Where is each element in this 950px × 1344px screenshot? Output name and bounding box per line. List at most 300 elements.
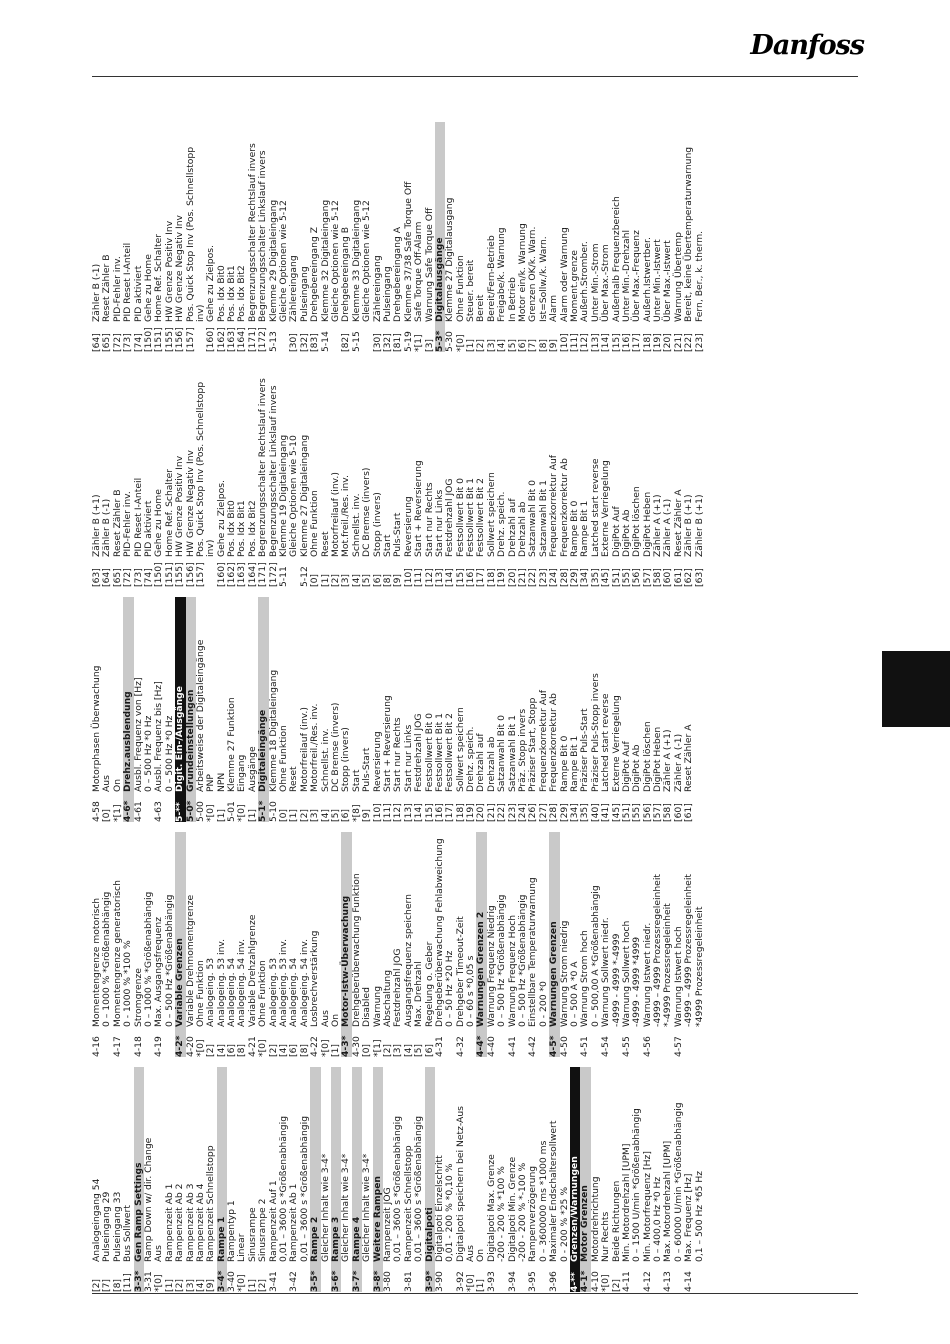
parameter-value: Max. Motordrehzahl [UPM] xyxy=(662,1140,674,1262)
parameter-key: [5] xyxy=(329,808,341,822)
parameter-key: [82] xyxy=(340,333,352,352)
parameter-value: Start xyxy=(350,769,362,792)
parameter-key: 5-15 xyxy=(350,331,362,352)
parameter-value: 0 – 50 Hz *20 Hz xyxy=(444,950,456,1027)
parameter-value: Safe Torque Off-Alarm xyxy=(413,221,425,322)
parameter-key: 4-5* xyxy=(548,1035,560,1057)
parameter-key: 3-93 xyxy=(485,1271,497,1292)
parameter-value: Sinusrampe xyxy=(246,1207,258,1262)
parameter-value: Maximaler Endschaltersollwert xyxy=(548,1120,560,1262)
parameter-value: Analogeing. 54 inv. xyxy=(298,938,310,1027)
parameter-value: Frequenzkorrektur Ab xyxy=(558,458,570,557)
parameter-value: Motor-Istw-Überwachung xyxy=(340,895,352,1027)
parameter-key: [6] xyxy=(517,338,529,352)
parameter-key: 4-2* xyxy=(174,1035,186,1057)
parameter-value: Stromgrenze xyxy=(132,968,144,1027)
parameter-value: Warnung Istwert niedr. xyxy=(641,922,653,1027)
parameter-key: [0] xyxy=(101,808,113,822)
parameter-value: PID aktiviert xyxy=(142,500,154,557)
parameter-key: [6] xyxy=(288,1043,300,1057)
parameter-row xyxy=(601,122,611,352)
parameter-value: Reversierung xyxy=(402,496,414,557)
parameter-value: Max. Frequenz [Hz] xyxy=(683,1173,695,1262)
parameter-value: DC Bremse (invers) xyxy=(361,467,373,557)
parameter-key: 5-14 xyxy=(319,331,331,352)
parameter-value: Klemme 19 Digitaleingang xyxy=(278,434,290,557)
parameter-value: 0 – 400,0 Hz *0 Hz xyxy=(652,1176,664,1262)
parameter-key: [14] xyxy=(444,568,456,587)
parameter-key: [0] xyxy=(361,1043,373,1057)
parameter-value: Max. Ausgangsfrequenz xyxy=(153,916,165,1027)
parameter-key: [15] xyxy=(610,333,622,352)
parameter-key: 4-19 xyxy=(153,1036,165,1057)
parameter-value: Gehe zu Zielpos. xyxy=(205,245,217,322)
parameter-value: Zähler B (+1) xyxy=(693,494,705,557)
parameter-value: Schnellst. inv. xyxy=(319,728,331,792)
parameter-value: Digitalpoti Min. Grenze xyxy=(506,1156,518,1262)
parameter-value: Start + Reversierung xyxy=(381,695,393,792)
parameter-key: [12] xyxy=(579,333,591,352)
parameter-value: Beide Richtungen xyxy=(610,1180,622,1262)
parameter-key: [22] xyxy=(527,568,539,587)
parameter-key: [156] xyxy=(184,562,196,587)
parameter-value: Begrenzungsschalter Linkslauf invers xyxy=(257,150,269,322)
parameter-value: Rampe 1 xyxy=(215,1216,227,1262)
parameter-value: Begrenzungsschalter Linkslauf invers xyxy=(267,385,279,557)
parameter-key: [5] xyxy=(413,1043,425,1057)
parameter-value: Außerh.Istwertber. xyxy=(641,237,653,322)
parameter-key: [18] xyxy=(485,568,497,587)
parameter-key: [157] xyxy=(194,562,206,587)
parameter-value: Reset Zähler A xyxy=(672,489,684,557)
parameter-value: Ramp Down w/ dir. Change xyxy=(142,1137,154,1262)
parameter-key: 4-18 xyxy=(132,1036,144,1057)
parameter-value: Start xyxy=(381,534,393,557)
parameter-key: [11] xyxy=(122,1273,134,1292)
parameter-row xyxy=(601,362,611,587)
parameter-key: [15] xyxy=(454,568,466,587)
parameter-key: [32] xyxy=(381,333,393,352)
parameter-value: Puls-Start xyxy=(361,747,373,792)
parameter-key: 5-11 xyxy=(278,566,290,587)
parameter-key: *[1] xyxy=(413,334,425,352)
parameter-key: [164] xyxy=(246,562,258,587)
parameter-row xyxy=(362,362,372,587)
parameter-key: [162] xyxy=(215,327,227,352)
parameter-key: [60] xyxy=(662,568,674,587)
parameter-value: Satzanwahl Bit 0 xyxy=(527,479,539,557)
parameter-value: Zähler B (-1) xyxy=(91,263,102,322)
parameter-key: [18] xyxy=(641,333,653,352)
parameter-key: [1] xyxy=(246,1278,258,1292)
parameter-key: 5-19 xyxy=(402,331,414,352)
parameter-value: Festsollwert Bit 2 xyxy=(475,477,487,557)
parameter-key: *[0] xyxy=(194,1039,206,1057)
parameter-value: Pulseingang 29 xyxy=(101,1191,113,1262)
parameter-column-1 xyxy=(92,1067,858,1292)
parameter-key: [11] xyxy=(381,803,393,822)
parameter-value: -4999 – 4999 Prozessregeleinheit xyxy=(652,874,664,1027)
parameter-value: *-4999 Prozessregeleinheit xyxy=(662,903,674,1027)
parameter-key: [41] xyxy=(600,803,612,822)
parameter-key: [22] xyxy=(683,333,695,352)
parameter-value: Drehz. speich. xyxy=(465,726,477,792)
parameter-value: Frequenzkorrektur Auf xyxy=(548,454,560,557)
parameter-value: Pulseingang xyxy=(298,266,310,322)
parameter-key: [0] xyxy=(278,808,290,822)
parameter-key: [4] xyxy=(402,1043,414,1057)
parameter-value: 0 - 200 % *25 % xyxy=(558,1186,570,1262)
parameter-value: Digitalpoti xyxy=(423,1207,435,1262)
parameter-key: 3-41 xyxy=(267,1271,279,1292)
parameter-key: [63] xyxy=(693,568,705,587)
parameter-key: [2] xyxy=(174,1278,186,1292)
parameter-value: Sollwert speichern xyxy=(454,707,466,792)
parameter-row xyxy=(362,122,372,352)
parameter-key: [21] xyxy=(672,333,684,352)
parameter-value: Rampenzeit Schnellstopp xyxy=(205,1145,217,1262)
parameter-row xyxy=(362,597,372,822)
parameter-key: [172] xyxy=(267,562,279,587)
parameter-key: 3-92 xyxy=(454,1271,466,1292)
parameter-key: *[0] xyxy=(465,1274,477,1292)
parameter-key: [12] xyxy=(423,568,435,587)
parameter-value: HW Grenze Negativ Inv xyxy=(174,215,186,322)
parameter-key: [23] xyxy=(693,333,705,352)
parameter-key: [1] xyxy=(465,338,477,352)
parameter-key: [55] xyxy=(631,803,643,822)
parameter-value: Unter Min.-Istwert xyxy=(652,239,664,322)
parameter-key: [45] xyxy=(600,568,612,587)
parameter-value: Ohne Funktion xyxy=(309,490,321,557)
parameter-key xyxy=(684,1027,694,1057)
parameter-key: 4-50 xyxy=(558,1036,570,1057)
parameter-value: HW Grenze Negativ Inv xyxy=(184,450,196,557)
parameter-value: PID-Fehler inv. xyxy=(111,256,123,322)
parameter-value: Warnung Frequenz Niedrig xyxy=(485,905,497,1027)
parameter-key: [24] xyxy=(517,803,529,822)
parameter-key: 3-95 xyxy=(527,1271,539,1292)
parameter-key: [51] xyxy=(610,568,622,587)
parameter-key: [172] xyxy=(257,327,269,352)
parameter-value: Begrenzungsschalter Rechtslauf invers xyxy=(257,378,269,557)
parameter-value: Pulseingang 33 xyxy=(111,1191,123,1262)
parameter-value: Drehgeberüberwachung Funktion xyxy=(350,873,362,1027)
parameter-key: [11] xyxy=(413,568,425,587)
parameter-key: 3-96 xyxy=(548,1271,560,1292)
parameter-value: Rampenzeit Auf 1 xyxy=(267,1180,279,1262)
parameter-value: DigiPot löschen xyxy=(641,721,653,792)
parameter-value: Klemme 32 Digitaleingang xyxy=(319,199,331,322)
parameter-value: Ohne Funktion xyxy=(194,960,206,1027)
parameter-value: Analogeing. 53 xyxy=(267,957,279,1027)
parameter-value: Zählereingang xyxy=(371,255,383,322)
parameter-key: [64] xyxy=(101,568,113,587)
parameter-value: Rampe 3 xyxy=(329,1216,341,1262)
parameter-key: [22] xyxy=(496,803,508,822)
parameter-value: Alarm oder Warnung xyxy=(558,227,570,322)
parameter-key: 3-80 xyxy=(381,1271,393,1292)
parameter-value: Gen Ramp Settings xyxy=(132,1162,144,1262)
parameter-value: Klemme 33 Digitaleingang xyxy=(350,199,362,322)
parameter-value: DigiPot Ab xyxy=(631,744,643,792)
parameter-value: Zähler A (+1) xyxy=(652,494,664,557)
parameter-key: [7] xyxy=(527,338,539,352)
parameter-value: 0,01 – 3600 s *Größenabhängig xyxy=(413,1115,425,1262)
parameter-value: Drehgebereingang B xyxy=(340,226,352,322)
parameter-value: Digitaleingänge xyxy=(257,709,269,792)
parameter-key: [171] xyxy=(257,562,269,587)
parameter-value: Klemme 27 Digitalausgang xyxy=(444,197,456,322)
parameter-key: [60] xyxy=(672,803,684,822)
parameter-key: [2] xyxy=(610,1278,622,1292)
parameter-value: Latched start reverse xyxy=(600,693,612,792)
parameter-value: Sinusrampe 2 xyxy=(257,1198,269,1262)
section-heading-row xyxy=(123,597,133,822)
parameter-key: [13] xyxy=(402,803,414,822)
parameter-key: 4-13 xyxy=(662,1271,674,1292)
parameter-value: Unter Min.-Drehzahl xyxy=(620,230,632,322)
parameter-key: 3-42 xyxy=(288,1271,300,1292)
parameter-key: *[0] xyxy=(236,804,248,822)
parameter-value: 0,01 – 3600 s *Größenabhängig xyxy=(392,1115,404,1262)
parameter-row xyxy=(175,1067,185,1292)
parameter-row xyxy=(414,1067,424,1292)
parameter-value: Drehzahl auf xyxy=(475,733,487,792)
parameter-key: 4-32 xyxy=(454,1036,466,1057)
parameter-key: 5-30 xyxy=(444,331,456,352)
parameter-value: 0 – 500 A *0 A xyxy=(568,961,580,1027)
parameter-value: Min. Motorfrequenz [Hz] xyxy=(641,1151,653,1262)
parameter-key: [11] xyxy=(568,333,580,352)
parameter-value: Gleiche Optionen wie 5-12 xyxy=(329,200,341,322)
parameter-key: [63] xyxy=(91,568,102,587)
parameter-row xyxy=(695,832,705,1057)
parameter-value: Motor Grenzen xyxy=(579,1185,591,1262)
parameter-value: Pos. Quick Stop Inv (Pos. Schnellstopp xyxy=(194,381,206,557)
parameter-value: PID Reset I-Anteil xyxy=(132,477,144,557)
footer-rule xyxy=(92,1293,858,1294)
parameter-value: 0 – 1000 % *Größenabhängig xyxy=(101,891,113,1027)
parameter-key: 4-42 xyxy=(527,1036,539,1057)
parameter-value: Aus xyxy=(101,775,113,792)
parameter-key: [8] xyxy=(236,1043,248,1057)
parameter-key: 4-55 xyxy=(620,1036,632,1057)
parameter-key: [15] xyxy=(423,803,435,822)
parameter-key: [16] xyxy=(620,333,632,352)
parameter-value: Externe Verriegelung xyxy=(600,460,612,557)
parameter-value: inv) xyxy=(205,539,217,557)
parameter-key: [2] xyxy=(91,1278,102,1292)
parameter-value: Reset Zähler B xyxy=(111,489,123,557)
parameter-row xyxy=(362,1067,372,1292)
parameter-value: Motor ein/k. Warnung xyxy=(517,223,529,322)
parameter-row xyxy=(695,122,705,352)
parameter-value: Start + Reversierung xyxy=(413,460,425,557)
parameter-value: Klemme 18 Digitaleingang xyxy=(267,669,279,792)
parameter-value: Rampentyp 1 xyxy=(226,1200,238,1262)
parameter-key: [12] xyxy=(392,803,404,822)
parameter-value: Pos. Idx Bit2 xyxy=(246,500,258,557)
parameter-key: [3] xyxy=(485,338,497,352)
parameter-value: Motorfreilauf (inv.) xyxy=(298,707,310,792)
parameter-value: Festdrehzahl JOG xyxy=(392,948,404,1027)
parameter-row xyxy=(414,362,424,587)
parameter-value: Mot.freil./Res. inv. xyxy=(340,475,352,557)
parameter-key: 4-61 xyxy=(132,801,144,822)
parameter-key: [21] xyxy=(517,568,529,587)
parameter-value: Pos. Idx Bit0 xyxy=(215,265,227,322)
parameter-key: [151] xyxy=(163,562,175,587)
parameter-value: 0 – 3600000 ms *1000 ms xyxy=(537,1140,549,1262)
parameter-key: [13] xyxy=(589,333,601,352)
parameter-value: Schnellst. inv. xyxy=(350,493,362,557)
parameter-row xyxy=(414,122,424,352)
parameter-key: [61] xyxy=(683,803,695,822)
parameter-value: Festsollwert Bit 2 xyxy=(444,712,456,792)
parameter-key: 4-21 xyxy=(246,1036,258,1057)
parameter-key: [164] xyxy=(236,327,248,352)
parameter-value: Rampenzeit Ab 2 xyxy=(174,1183,186,1262)
parameter-value: Start nur Rechts xyxy=(392,717,404,792)
parameter-key: *[0] xyxy=(319,1039,331,1057)
parameter-value: DC Bremse (invers) xyxy=(329,702,341,792)
parameter-key: [10] xyxy=(402,568,414,587)
parameter-value: Festsollwert Bit 1 xyxy=(465,477,477,557)
parameter-key: [74] xyxy=(142,568,154,587)
parameter-value: Zähler A (+1) xyxy=(662,729,674,792)
parameter-value: Bereit/Fern-Betrieb xyxy=(485,235,497,322)
parameter-key: [171] xyxy=(246,327,258,352)
parameter-key: 3-7* xyxy=(350,1270,362,1292)
parameter-key: [14] xyxy=(600,333,612,352)
parameter-key: [51] xyxy=(620,803,632,822)
parameter-key: [1] xyxy=(319,573,331,587)
parameter-key: [160] xyxy=(215,562,227,587)
parameter-value: 0 – 500 Hz *Größenabhängig xyxy=(163,894,175,1027)
parameter-value: Zähler B (+1) xyxy=(91,494,102,557)
parameter-value: -200 - 200 % *-100 % xyxy=(517,1162,529,1262)
parameter-value: Ohne Funktion xyxy=(257,960,269,1027)
parameter-value: Gleiche Optionen wie 5-12 xyxy=(278,200,290,322)
parameter-value: 0,01 – 3600 s *Größenabhängig xyxy=(298,1115,310,1262)
parameter-key: 3-6* xyxy=(329,1270,341,1292)
parameter-value: DigiPot Auf xyxy=(610,506,622,557)
parameter-key: 4-11 xyxy=(620,1271,632,1292)
parameter-value: Präziser Puls-Stopp invers xyxy=(589,673,601,792)
parameter-value: Bereit, keine Übertemperaturwarnung xyxy=(683,146,695,322)
parameter-value: Analogeing. 54 inv. xyxy=(236,938,248,1027)
parameter-key: [157] xyxy=(184,327,196,352)
parameter-key: [57] xyxy=(641,568,653,587)
parameter-value: Warnung Istwert hoch xyxy=(672,926,684,1027)
parameter-value: Analogeingang 54 xyxy=(91,1178,102,1262)
parameter-value: In Betrieb xyxy=(506,277,518,322)
parameter-value: Über Max.-Strom xyxy=(600,244,612,322)
parameter-value: Reset Zähler B xyxy=(101,254,113,322)
parameter-value: Warnung Strom hoch xyxy=(579,930,591,1027)
parameter-key: [4] xyxy=(319,808,331,822)
parameter-value: 0 – 500,00 A *Größenabhängig xyxy=(589,885,601,1027)
parameter-value: -4999 - 4999 *-4999 xyxy=(610,933,622,1027)
parameter-key: 5-1* xyxy=(257,800,269,822)
parameter-value: Weitere Rampen xyxy=(371,1176,383,1262)
parameter-key: 3-40 xyxy=(226,1271,238,1292)
parameter-value: Rampenzeit Ab 1 xyxy=(288,1183,300,1262)
parameter-key: [163] xyxy=(236,562,248,587)
parameter-key: 3-3* xyxy=(132,1270,144,1292)
parameter-key: 4-14 xyxy=(683,1271,695,1292)
parameter-key: [3] xyxy=(423,338,435,352)
parameter-value: Disabled xyxy=(361,987,373,1027)
parameter-value: PID aktiviert xyxy=(132,265,144,322)
parameter-value: Stopp (invers) xyxy=(340,727,352,792)
parameter-value: Analogeing. 54 xyxy=(226,957,238,1027)
parameter-value: Aus xyxy=(319,1010,331,1027)
parameter-key: *[0] xyxy=(205,804,217,822)
parameter-key: [8] xyxy=(537,338,549,352)
parameter-value: Analogeing. 53 xyxy=(205,957,217,1027)
parameter-key: 4-1* xyxy=(579,1270,591,1292)
parameter-value: Reset xyxy=(288,766,300,792)
parameter-key: [19] xyxy=(496,568,508,587)
parameter-key: [1] xyxy=(288,808,300,822)
parameter-key: [16] xyxy=(433,803,445,822)
parameter-key xyxy=(123,1027,133,1057)
parameter-list-rotated xyxy=(92,122,858,1292)
parameter-key: *[0] xyxy=(236,1274,248,1292)
parameter-value: Klemme 27 Funktion xyxy=(226,697,238,792)
parameter-value: Festsollwert Bit 1 xyxy=(433,712,445,792)
parameter-key: 5-12 xyxy=(298,566,310,587)
parameter-value: Variable Drehmomentgrenze xyxy=(184,894,196,1027)
parameter-key: [26] xyxy=(527,803,539,822)
parameter-value: Gehe zu Home xyxy=(142,254,154,322)
parameter-value: Gehe zu Home xyxy=(153,489,165,557)
parameter-value: DigiPot löschen xyxy=(631,486,643,557)
parameter-value: Drehz.ausblendung xyxy=(122,691,134,792)
parameter-value: Pos. Idx Bit1 xyxy=(236,500,248,557)
parameter-value: Gleiche Optionen wie 5-10 xyxy=(288,435,300,557)
parameter-value: Home Ref. Schalter xyxy=(153,233,165,322)
parameter-value: 0 – 500 Hz *0 Hz xyxy=(142,715,154,792)
parameter-value: Pos. Idx Bit1 xyxy=(226,265,238,322)
parameter-row xyxy=(601,832,611,1057)
parameter-key: [16] xyxy=(465,568,477,587)
parameter-value: Ausgänge xyxy=(246,746,258,792)
parameter-column-4 xyxy=(92,362,858,587)
parameter-key: [56] xyxy=(631,568,643,587)
parameter-column-3 xyxy=(92,597,858,822)
parameter-value: Grenzen/Warnungen xyxy=(568,1156,580,1262)
parameter-key: 3-90 xyxy=(433,1271,445,1292)
parameter-value: Rampenzeit Ab 3 xyxy=(184,1183,196,1262)
parameter-key: [8] xyxy=(381,573,393,587)
parameter-value: Rampe Bit 0 xyxy=(558,735,570,792)
parameter-key: [3] xyxy=(392,1043,404,1057)
parameter-key: [35] xyxy=(589,568,601,587)
parameter-value: Festdrehzahl JOG xyxy=(444,478,456,557)
parameter-key: [0] xyxy=(309,573,321,587)
parameter-key: [5] xyxy=(361,573,373,587)
parameter-key: [2] xyxy=(475,338,487,352)
parameter-key: [1] xyxy=(246,808,258,822)
parameter-key: [10] xyxy=(371,803,383,822)
parameter-key: [73] xyxy=(132,568,144,587)
parameter-value: Präziser Start, Stopp xyxy=(527,697,539,792)
parameter-value: NPN xyxy=(215,772,227,792)
parameter-key: [24] xyxy=(548,568,560,587)
